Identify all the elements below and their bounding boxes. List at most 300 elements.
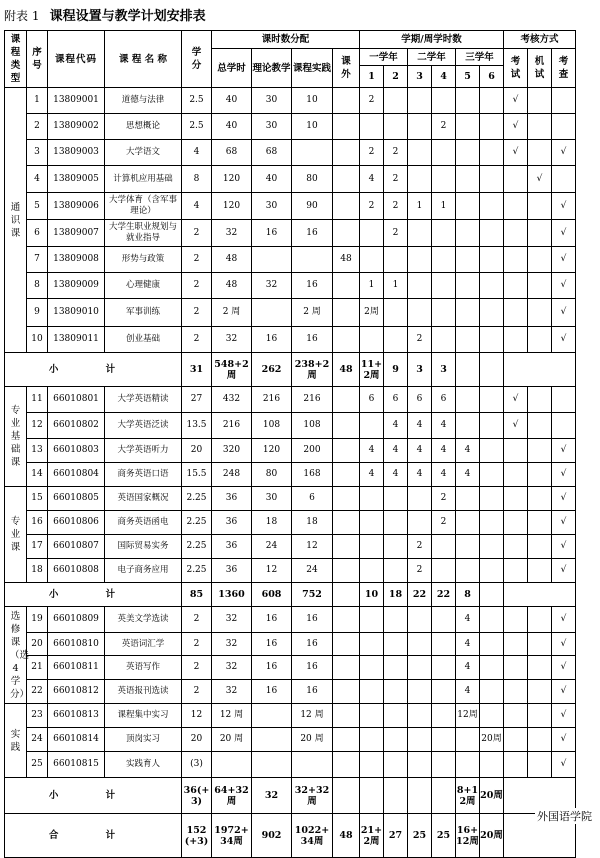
- school-name: 外国语学院: [537, 810, 592, 823]
- cell-machine: [528, 247, 552, 273]
- cell-s2: 2: [384, 166, 408, 193]
- cell-code: 13809010: [48, 299, 105, 327]
- cell-check: √: [552, 511, 576, 535]
- subtotal-s4: [432, 778, 456, 814]
- cell-name: 大学生职业规划与就业指导: [105, 220, 182, 247]
- subtotal-exam-blank: [504, 353, 576, 387]
- cell-s1: 4: [360, 463, 384, 487]
- cell-s4: [432, 166, 456, 193]
- cell-check: √: [552, 193, 576, 220]
- cell-s2: [384, 299, 408, 327]
- cell-s5: [456, 511, 480, 535]
- cell-s2: [384, 511, 408, 535]
- cell-extra: [333, 463, 360, 487]
- cell-total: [212, 752, 252, 778]
- cell-s3: 4: [408, 439, 432, 463]
- cell-check: √: [552, 439, 576, 463]
- cell-machine: [528, 327, 552, 353]
- cell-s6: [480, 88, 504, 114]
- cell-credit: (3): [182, 752, 212, 778]
- cell-s1: 2: [360, 193, 384, 220]
- cell-practice: 90: [292, 193, 333, 220]
- cell-s2: [384, 607, 408, 633]
- cell-name: 英语词汇学: [105, 633, 182, 656]
- cell-s2: [384, 633, 408, 656]
- cell-s3: 6: [408, 387, 432, 413]
- cell-extra: [333, 535, 360, 559]
- cell-s2: [384, 535, 408, 559]
- cell-check: [552, 413, 576, 439]
- cell-s2: [384, 728, 408, 752]
- cell-s4: 6: [432, 387, 456, 413]
- header-credit: 学分: [182, 31, 212, 88]
- header-seq: 序号: [27, 31, 48, 88]
- cell-s4: [432, 273, 456, 299]
- subtotal-row: [5, 778, 576, 814]
- cell-practice: 16: [292, 607, 333, 633]
- cell-s4: 4: [432, 439, 456, 463]
- cell-total: 120: [212, 193, 252, 220]
- cell-credit: 2: [182, 327, 212, 353]
- subtotal-total: 548+2 周: [212, 353, 252, 387]
- cell-practice: 200: [292, 439, 333, 463]
- cell-practice: 108: [292, 413, 333, 439]
- cell-theory: 216: [252, 387, 292, 413]
- cell-s1: [360, 559, 384, 583]
- cell-s3: [408, 656, 432, 680]
- cell-s1: [360, 680, 384, 704]
- cell-check: √: [552, 752, 576, 778]
- cell-s2: 2: [384, 193, 408, 220]
- table-row: [5, 193, 576, 220]
- cell-total: 32: [212, 680, 252, 704]
- cell-credit: 4: [182, 193, 212, 220]
- cell-check: √: [552, 559, 576, 583]
- cell-s1: [360, 413, 384, 439]
- cell-total: 48: [212, 247, 252, 273]
- cell-s6: [480, 752, 504, 778]
- cell-s5: [456, 752, 480, 778]
- cell-s3: [408, 114, 432, 140]
- cell-code: 13809006: [48, 193, 105, 220]
- cell-theory: 30: [252, 487, 292, 511]
- header-exam-group: 考核方式: [504, 31, 576, 49]
- cell-s1: 1: [360, 273, 384, 299]
- cell-extra: [333, 88, 360, 114]
- cell-s5: 4: [456, 633, 480, 656]
- cell-check: √: [552, 140, 576, 166]
- cell-code: 13809001: [48, 88, 105, 114]
- cell-theory: 16: [252, 633, 292, 656]
- cell-seq: 19: [27, 607, 48, 633]
- subtotal-s3: [408, 778, 432, 814]
- cell-theory: 40: [252, 166, 292, 193]
- cell-extra: [333, 633, 360, 656]
- header-semester-6: 6: [480, 66, 504, 88]
- table-row: [5, 387, 576, 413]
- cell-code: 66010809: [48, 607, 105, 633]
- cell-s5: [456, 166, 480, 193]
- cell-s5: [456, 559, 480, 583]
- cell-s3: [408, 487, 432, 511]
- cell-name: 军事训练: [105, 299, 182, 327]
- cell-s6: [480, 535, 504, 559]
- cell-exam: [504, 273, 528, 299]
- category-major-basic: 专业基础课: [5, 387, 27, 487]
- cell-s1: [360, 704, 384, 728]
- cell-theory: 18: [252, 511, 292, 535]
- cell-check: √: [552, 463, 576, 487]
- cell-s5: 4: [456, 680, 480, 704]
- cell-s5: 4: [456, 463, 480, 487]
- cell-extra: [333, 680, 360, 704]
- table-row: [5, 140, 576, 166]
- subtotal-theory: 262: [252, 353, 292, 387]
- cell-s2: 6: [384, 387, 408, 413]
- cell-check: √: [552, 633, 576, 656]
- cell-total: 36: [212, 559, 252, 583]
- cell-theory: 24: [252, 535, 292, 559]
- cell-s5: [456, 413, 480, 439]
- grand-total-s3: 25: [408, 814, 432, 858]
- cell-exam: [504, 535, 528, 559]
- cell-s1: [360, 607, 384, 633]
- cell-machine: [528, 193, 552, 220]
- cell-s1: 2周: [360, 299, 384, 327]
- subtotal-s4: 3: [432, 353, 456, 387]
- table-row: [5, 114, 576, 140]
- table-row: [5, 327, 576, 353]
- cell-s3: [408, 299, 432, 327]
- table-row: [5, 633, 576, 656]
- cell-s6: [480, 193, 504, 220]
- cell-machine: [528, 88, 552, 114]
- cell-s4: [432, 327, 456, 353]
- cell-s1: 4: [360, 166, 384, 193]
- cell-seq: 17: [27, 535, 48, 559]
- cell-exam: [504, 559, 528, 583]
- cell-exam: [504, 439, 528, 463]
- cell-machine: √: [528, 166, 552, 193]
- cell-name: 计算机应用基础: [105, 166, 182, 193]
- cell-practice: 16: [292, 656, 333, 680]
- cell-s4: [432, 299, 456, 327]
- cell-exam: √: [504, 114, 528, 140]
- cell-seq: 6: [27, 220, 48, 247]
- grand-total-total: 1972+34周: [212, 814, 252, 858]
- cell-check: [552, 114, 576, 140]
- cell-s5: 4: [456, 439, 480, 463]
- cell-s1: [360, 114, 384, 140]
- cell-s3: [408, 728, 432, 752]
- cell-seq: 16: [27, 511, 48, 535]
- subtotal-s1: 11+2周: [360, 353, 384, 387]
- cell-credit: 2.5: [182, 114, 212, 140]
- cell-s5: [456, 273, 480, 299]
- subtotal-theory: 32: [252, 778, 292, 814]
- cell-exam: [504, 752, 528, 778]
- grand-total-s1: 21+2周: [360, 814, 384, 858]
- cell-check: √: [552, 704, 576, 728]
- cell-s3: [408, 680, 432, 704]
- cell-machine: [528, 511, 552, 535]
- cell-code: 66010805: [48, 487, 105, 511]
- cell-total: 216: [212, 413, 252, 439]
- cell-name: 大学英语精读: [105, 387, 182, 413]
- cell-credit: 2: [182, 299, 212, 327]
- cell-s4: [432, 88, 456, 114]
- course-plan-table: [4, 30, 576, 858]
- cell-theory: [252, 704, 292, 728]
- cell-credit: 27: [182, 387, 212, 413]
- cell-s6: [480, 114, 504, 140]
- cell-total: 32: [212, 633, 252, 656]
- cell-machine: [528, 140, 552, 166]
- cell-exam: [504, 633, 528, 656]
- cell-total: 40: [212, 88, 252, 114]
- appendix-label: 附表 1: [4, 9, 40, 23]
- cell-extra: [333, 704, 360, 728]
- cell-seq: 5: [27, 193, 48, 220]
- cell-exam: [504, 166, 528, 193]
- cell-s4: [432, 247, 456, 273]
- cell-s6: [480, 559, 504, 583]
- header-total: 总学时: [212, 49, 252, 88]
- grand-total-s6: 20周: [480, 814, 504, 858]
- cell-s6: [480, 607, 504, 633]
- cell-extra: [333, 193, 360, 220]
- cell-theory: 16: [252, 680, 292, 704]
- cell-s6: [480, 327, 504, 353]
- cell-name: 英语国家概况: [105, 487, 182, 511]
- cell-s3: 2: [408, 535, 432, 559]
- cell-theory: 30: [252, 114, 292, 140]
- cell-s1: [360, 247, 384, 273]
- cell-s3: 4: [408, 463, 432, 487]
- cell-s1: 2: [360, 88, 384, 114]
- cell-exam: √: [504, 140, 528, 166]
- table-row: [5, 273, 576, 299]
- subtotal-label: 小 计: [5, 583, 182, 607]
- cell-s2: [384, 247, 408, 273]
- header-semester-group: 学期/周学时数: [360, 31, 504, 49]
- header-year3: 三学年: [456, 49, 504, 66]
- cell-theory: 16: [252, 220, 292, 247]
- cell-code: 66010812: [48, 680, 105, 704]
- cell-name: 形势与政策: [105, 247, 182, 273]
- cell-check: √: [552, 656, 576, 680]
- cell-exam: [504, 220, 528, 247]
- cell-s1: [360, 511, 384, 535]
- cell-code: 66010815: [48, 752, 105, 778]
- cell-s3: [408, 511, 432, 535]
- table-row: [5, 88, 576, 114]
- header-check: 考查: [552, 49, 576, 88]
- cell-practice: 2 周: [292, 299, 333, 327]
- cell-total: 68: [212, 140, 252, 166]
- cell-s3: 2: [408, 559, 432, 583]
- cell-extra: [333, 387, 360, 413]
- subtotal-extra: [333, 583, 360, 607]
- subtotal-extra: 48: [333, 353, 360, 387]
- subtotal-s5: 8+12周: [456, 778, 480, 814]
- cell-extra: [333, 559, 360, 583]
- cell-total: 40: [212, 114, 252, 140]
- cell-code: 66010808: [48, 559, 105, 583]
- cell-total: 48: [212, 273, 252, 299]
- cell-s5: 4: [456, 607, 480, 633]
- cell-total: 32: [212, 220, 252, 247]
- cell-name: 商务英语函电: [105, 511, 182, 535]
- cell-s1: 4: [360, 439, 384, 463]
- cell-exam: [504, 463, 528, 487]
- cell-credit: 20: [182, 439, 212, 463]
- cell-machine: [528, 487, 552, 511]
- cell-s5: [456, 193, 480, 220]
- cell-s3: 1: [408, 193, 432, 220]
- cell-s5: [456, 387, 480, 413]
- cell-seq: 3: [27, 140, 48, 166]
- table-row: [5, 752, 576, 778]
- cell-exam: [504, 656, 528, 680]
- grand-total-row: [5, 814, 576, 858]
- cell-practice: 12 周: [292, 704, 333, 728]
- cell-s4: [432, 704, 456, 728]
- cell-machine: [528, 752, 552, 778]
- grand-total-credit: 152(+3): [182, 814, 212, 858]
- cell-name: 心理健康: [105, 273, 182, 299]
- grand-total-label: 合 计: [5, 814, 182, 858]
- cell-theory: 108: [252, 413, 292, 439]
- cell-total: 36: [212, 535, 252, 559]
- cell-total: 32: [212, 656, 252, 680]
- cell-code: 13809003: [48, 140, 105, 166]
- cell-s4: 2: [432, 114, 456, 140]
- table-row: [5, 166, 576, 193]
- cell-extra: [333, 413, 360, 439]
- subtotal-total: 64+32周: [212, 778, 252, 814]
- cell-s1: [360, 752, 384, 778]
- cell-s6: [480, 511, 504, 535]
- cell-credit: 2: [182, 633, 212, 656]
- cell-total: 20 周: [212, 728, 252, 752]
- cell-theory: 68: [252, 140, 292, 166]
- cell-seq: 9: [27, 299, 48, 327]
- cell-practice: 10: [292, 114, 333, 140]
- cell-exam: √: [504, 88, 528, 114]
- cell-total: 120: [212, 166, 252, 193]
- cell-exam: √: [504, 387, 528, 413]
- cell-s4: [432, 607, 456, 633]
- cell-s6: [480, 633, 504, 656]
- cell-s1: [360, 728, 384, 752]
- cell-s5: [456, 327, 480, 353]
- cell-theory: 30: [252, 88, 292, 114]
- cell-code: 66010806: [48, 511, 105, 535]
- subtotal-s3: 3: [408, 353, 432, 387]
- cell-credit: 8: [182, 166, 212, 193]
- cell-seq: 13: [27, 439, 48, 463]
- cell-s6: [480, 439, 504, 463]
- cell-s4: [432, 633, 456, 656]
- cell-s4: 2: [432, 511, 456, 535]
- header-practice: 课程实践: [292, 49, 333, 88]
- cell-seq: 23: [27, 704, 48, 728]
- cell-exam: √: [504, 413, 528, 439]
- cell-practice: 18: [292, 511, 333, 535]
- header-name: 课 程 名 称: [105, 31, 182, 88]
- cell-check: √: [552, 487, 576, 511]
- header-code: 课程代码: [48, 31, 105, 88]
- cell-theory: [252, 728, 292, 752]
- cell-s5: [456, 247, 480, 273]
- category-major: 专业课: [5, 487, 27, 583]
- table-row: [5, 704, 576, 728]
- subtotal-s6: 20周: [480, 778, 504, 814]
- cell-s3: [408, 247, 432, 273]
- cell-s1: [360, 327, 384, 353]
- cell-credit: 2.25: [182, 535, 212, 559]
- cell-total: 320: [212, 439, 252, 463]
- subtotal-practice: 752: [292, 583, 333, 607]
- cell-exam: [504, 327, 528, 353]
- cell-code: 66010801: [48, 387, 105, 413]
- cell-theory: [252, 299, 292, 327]
- subtotal-row: [5, 583, 576, 607]
- cell-s2: [384, 680, 408, 704]
- cell-name: 顶岗实习: [105, 728, 182, 752]
- category-elective: 选修课（选4学分）: [5, 607, 27, 704]
- cell-exam: [504, 680, 528, 704]
- table-row: [5, 535, 576, 559]
- cell-seq: 25: [27, 752, 48, 778]
- cell-seq: 24: [27, 728, 48, 752]
- cell-code: 66010807: [48, 535, 105, 559]
- cell-code: 66010810: [48, 633, 105, 656]
- cell-total: 432: [212, 387, 252, 413]
- cell-practice: 12: [292, 535, 333, 559]
- cell-s5: [456, 220, 480, 247]
- cell-check: √: [552, 273, 576, 299]
- cell-name: 创业基础: [105, 327, 182, 353]
- cell-theory: [252, 752, 292, 778]
- cell-machine: [528, 299, 552, 327]
- cell-check: √: [552, 220, 576, 247]
- cell-machine: [528, 463, 552, 487]
- cell-s4: 1: [432, 193, 456, 220]
- cell-seq: 10: [27, 327, 48, 353]
- cell-extra: [333, 273, 360, 299]
- subtotal-s2: 9: [384, 353, 408, 387]
- cell-code: 66010814: [48, 728, 105, 752]
- cell-s2: [384, 88, 408, 114]
- subtotal-s4: 22: [432, 583, 456, 607]
- header-semester-1: 1: [360, 66, 384, 88]
- header-theory: 理论教学: [252, 49, 292, 88]
- cell-machine: [528, 535, 552, 559]
- header-year2: 二学年: [408, 49, 456, 66]
- cell-credit: 2: [182, 220, 212, 247]
- category-general: 通识课: [5, 88, 27, 353]
- cell-s3: [408, 704, 432, 728]
- cell-credit: 2.25: [182, 559, 212, 583]
- cell-theory: 16: [252, 327, 292, 353]
- subtotal-extra: [333, 778, 360, 814]
- cell-extra: 48: [333, 247, 360, 273]
- cell-code: 66010813: [48, 704, 105, 728]
- cell-credit: 2: [182, 607, 212, 633]
- grand-total-practice: 1022+34周: [292, 814, 333, 858]
